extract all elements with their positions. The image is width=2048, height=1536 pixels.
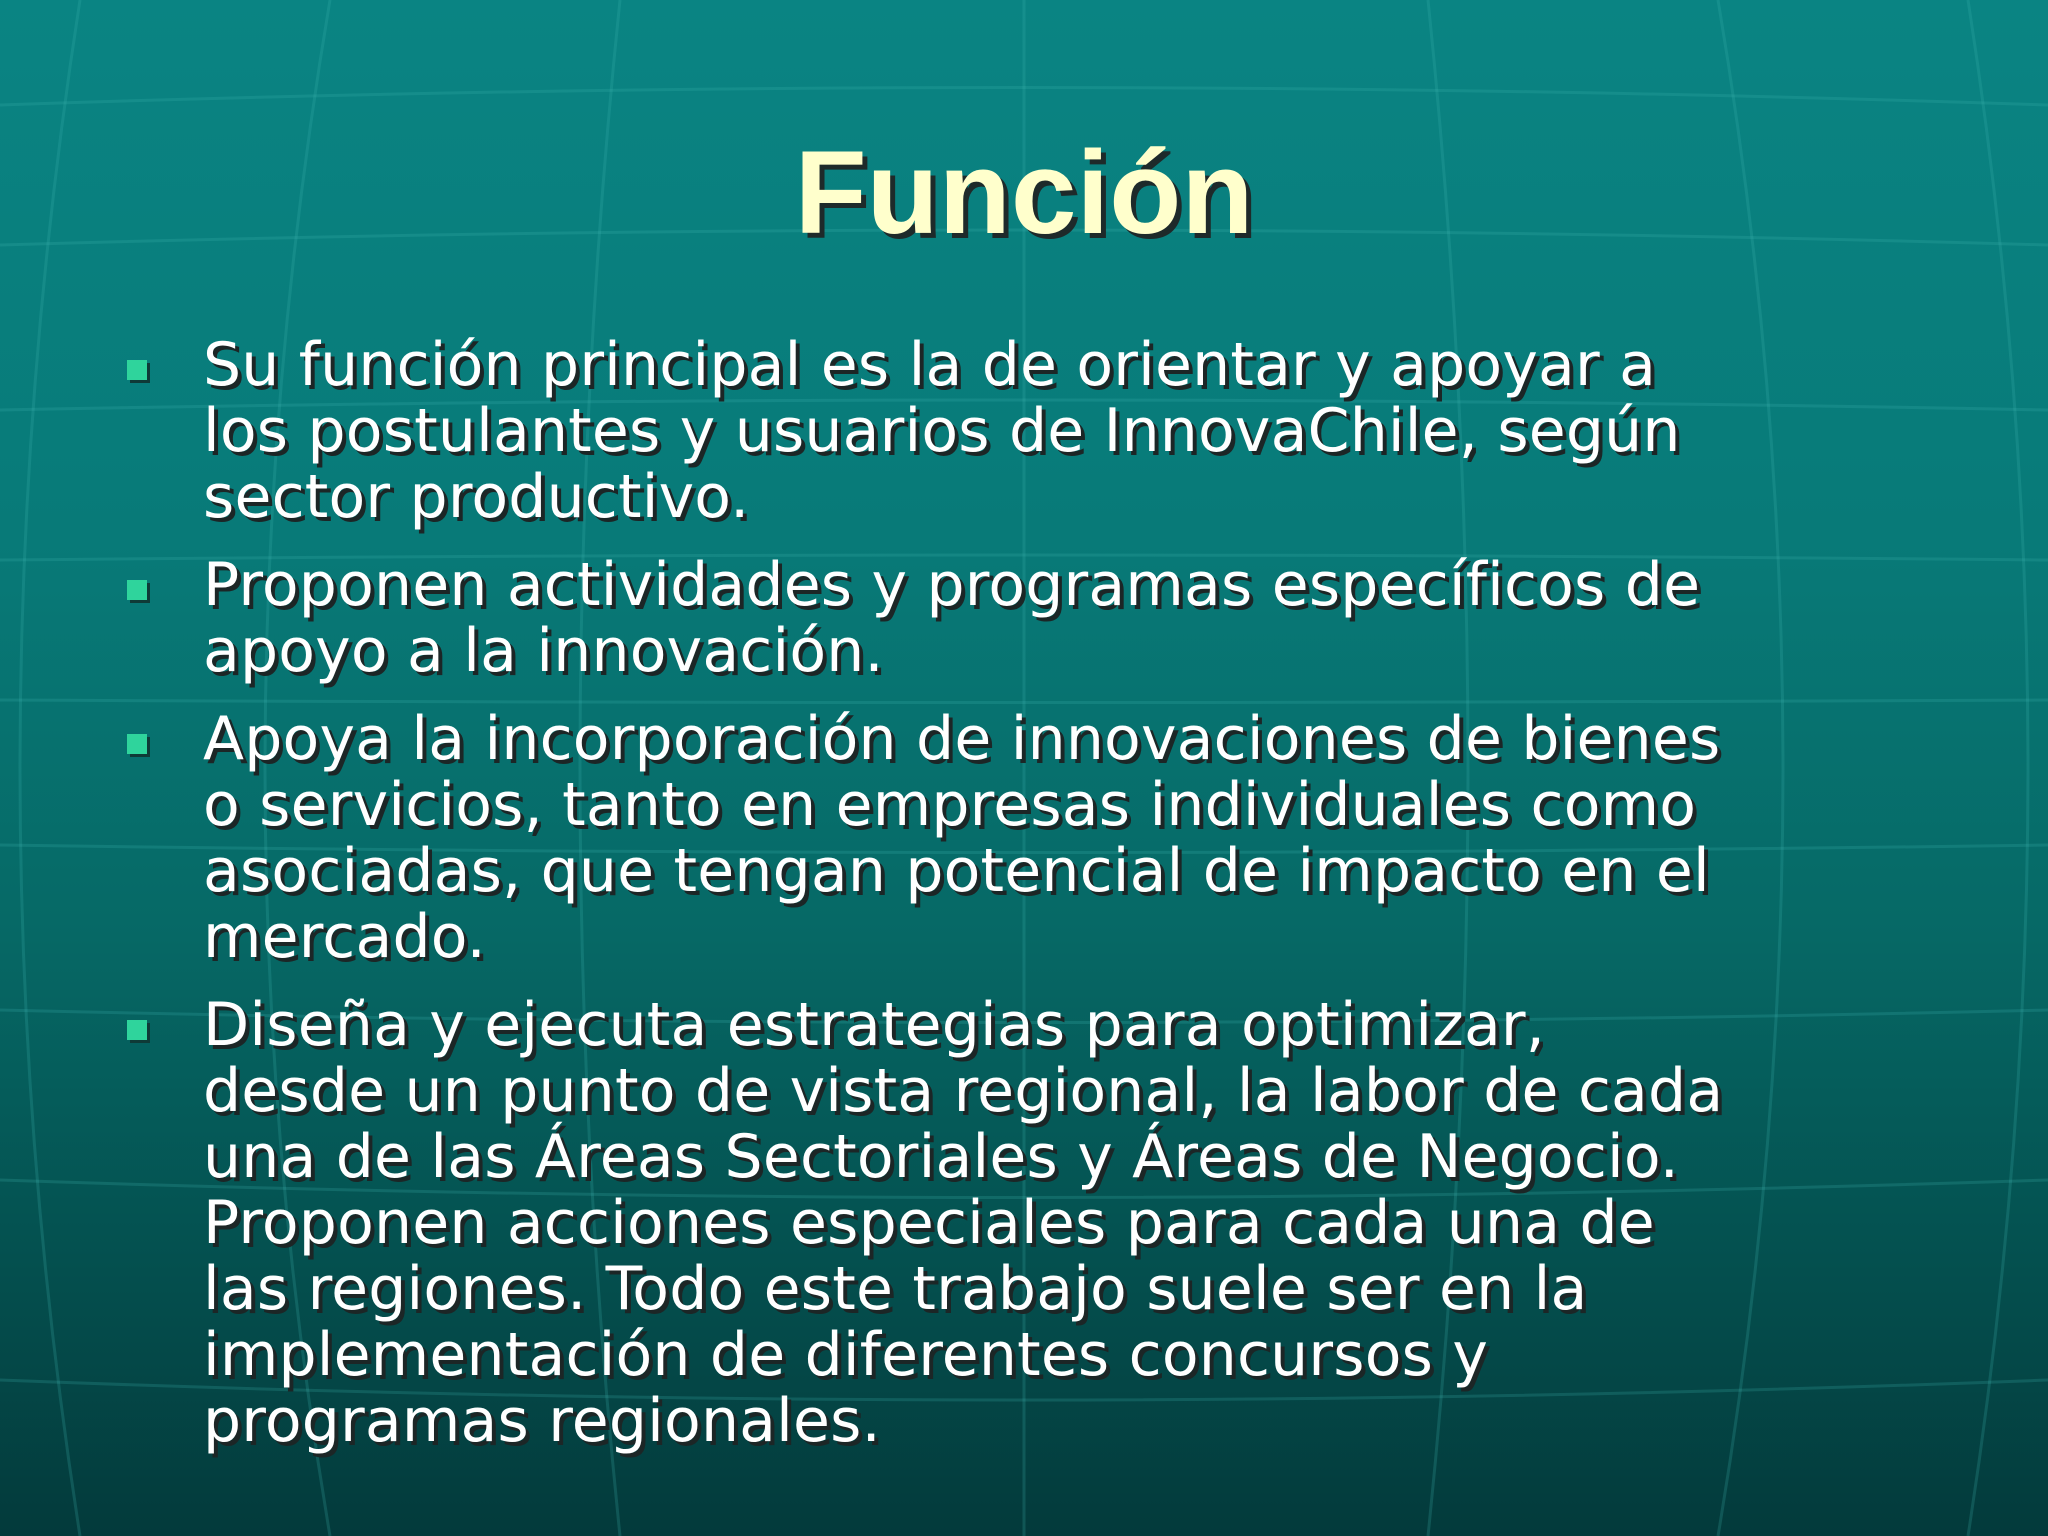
square-bullet-icon (127, 1020, 147, 1040)
slide-title: Función (794, 127, 1254, 259)
square-bullet-icon (127, 360, 147, 380)
bullet-item (0, 992, 2048, 1454)
square-bullet-icon (127, 734, 147, 754)
bullet-text: Su función principal es la de orientar y apoyar a los postulantes y usuarios de InnovaChile, según sector productivo. (203, 330, 1681, 532)
bullet-list (0, 332, 2048, 1476)
bullet-text: Apoya la incorporación de innovaciones de bienes o servicios, tanto en empresas individuales como asociadas, que tengan potencial de impacto en el mercado. (203, 704, 1721, 972)
square-bullet-icon (127, 580, 147, 600)
bullet-item (0, 552, 2048, 684)
bullet-item (0, 706, 2048, 970)
bullet-item (0, 332, 2048, 530)
bullet-text: Diseña y ejecuta estrategias para optimizar, desde un punto de vista regional, la labor de cada una de las Áreas Sectoriales y Áreas de Negocio. Proponen acciones especiales para cada una de las regiones. Todo este trabajo suele ser en la implementación de diferentes concursos y programas regionales. (203, 990, 1724, 1456)
bullet-text: Proponen actividades y programas específicos de apoyo a la innovación. (203, 550, 1701, 686)
